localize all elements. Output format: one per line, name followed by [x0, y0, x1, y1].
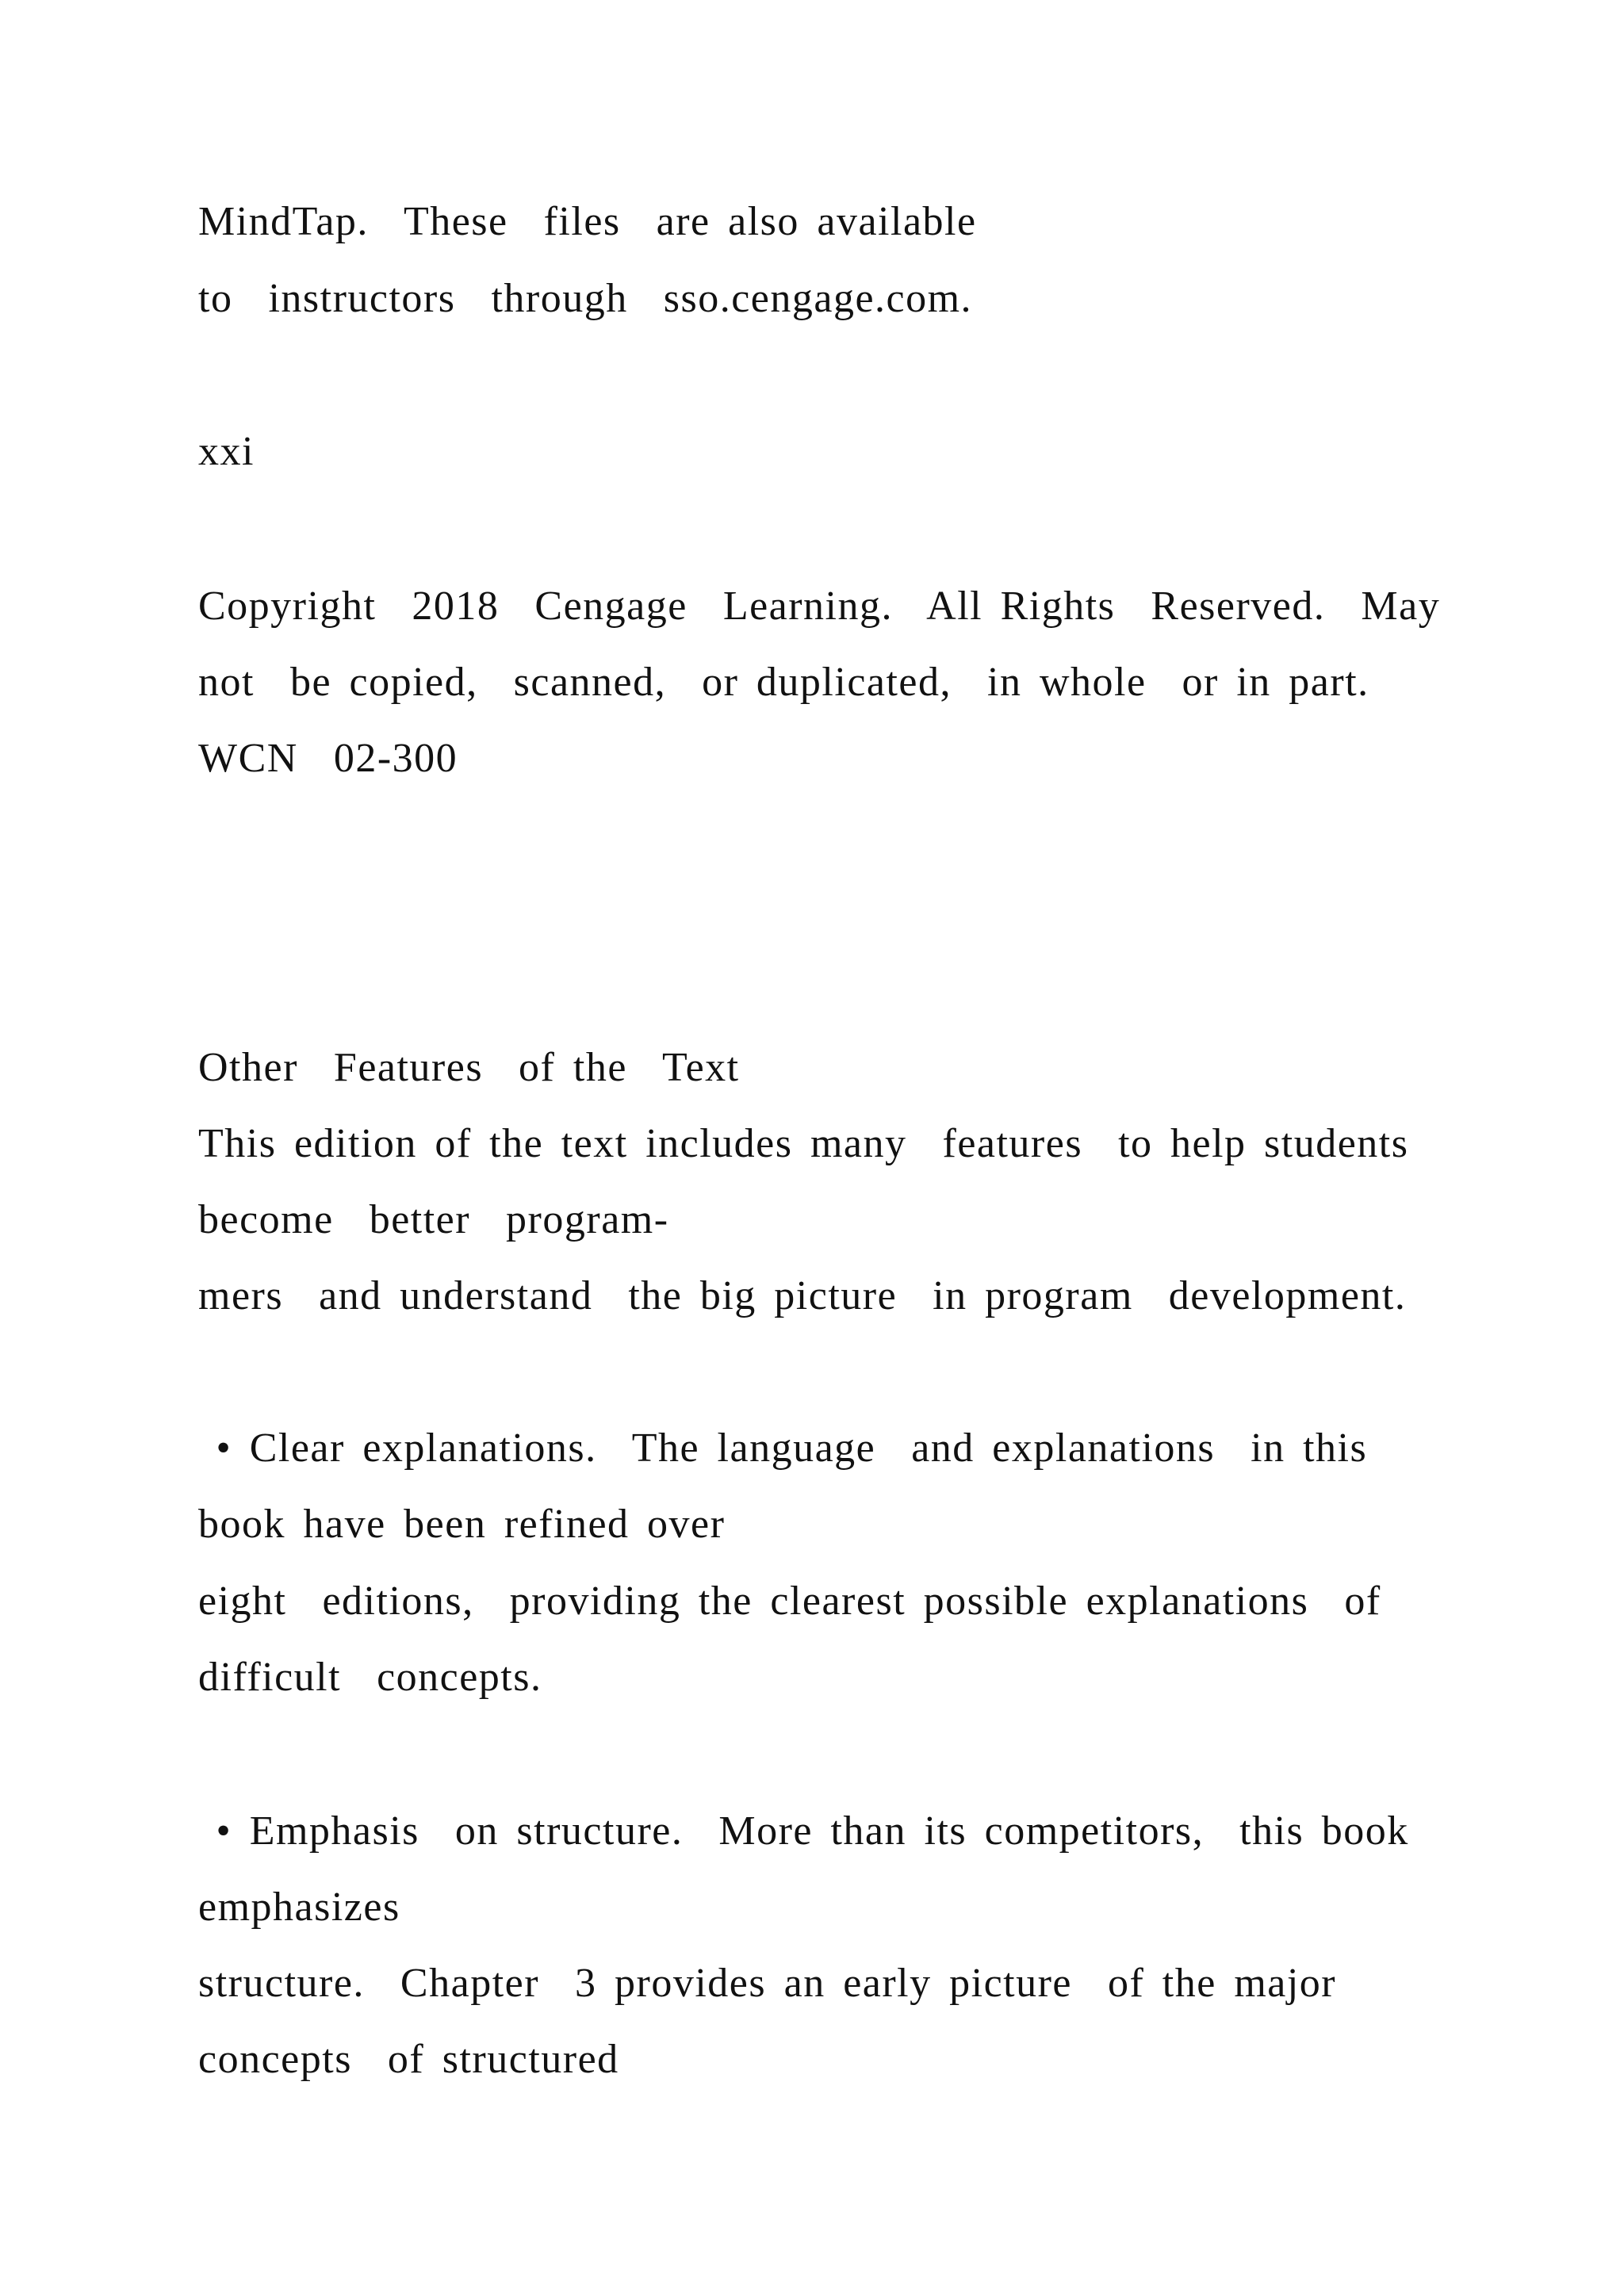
paragraph-line: mers and understand the big picture in program development. — [198, 1273, 1407, 1318]
paragraph-line: structure. Chapter 3 provides an early picture of the major — [198, 1961, 1337, 2006]
paragraph-line: This edition of the text includes many features to help students — [198, 1121, 1409, 1166]
copyright-line-1: Copyright 2018 Cengage Learning. All Rights Reserved. May — [198, 584, 1441, 629]
page-number: xxi — [198, 429, 255, 474]
bullet-item-clear-explanations: • Clear explanations. The language and explanations in this — [198, 1425, 1368, 1471]
copyright-line-3: WCN 02-300 — [198, 736, 458, 781]
paragraph-line: eight editions, providing the clearest possible explanations of — [198, 1578, 1381, 1624]
paragraph-line: concepts of structured — [198, 2037, 619, 2082]
text-line-instructors: to instructors through sso.cengage.com. — [198, 276, 973, 321]
paragraph-line: difficult concepts. — [198, 1655, 542, 1700]
copyright-line-2: not be copied, scanned, or duplicated, in whole or in part. — [198, 660, 1369, 705]
paragraph-line: book have been refined over — [198, 1502, 726, 1547]
text-line-mindtap: MindTap. These files are also available — [198, 199, 977, 244]
section-heading: Other Features of the Text — [198, 1045, 740, 1090]
paragraph-line: become better program- — [198, 1197, 669, 1242]
bullet-item-emphasis-on-structure: • Emphasis on structure. More than its competitors, this book — [198, 1808, 1409, 1854]
paragraph-line: emphasizes — [198, 1885, 400, 1930]
